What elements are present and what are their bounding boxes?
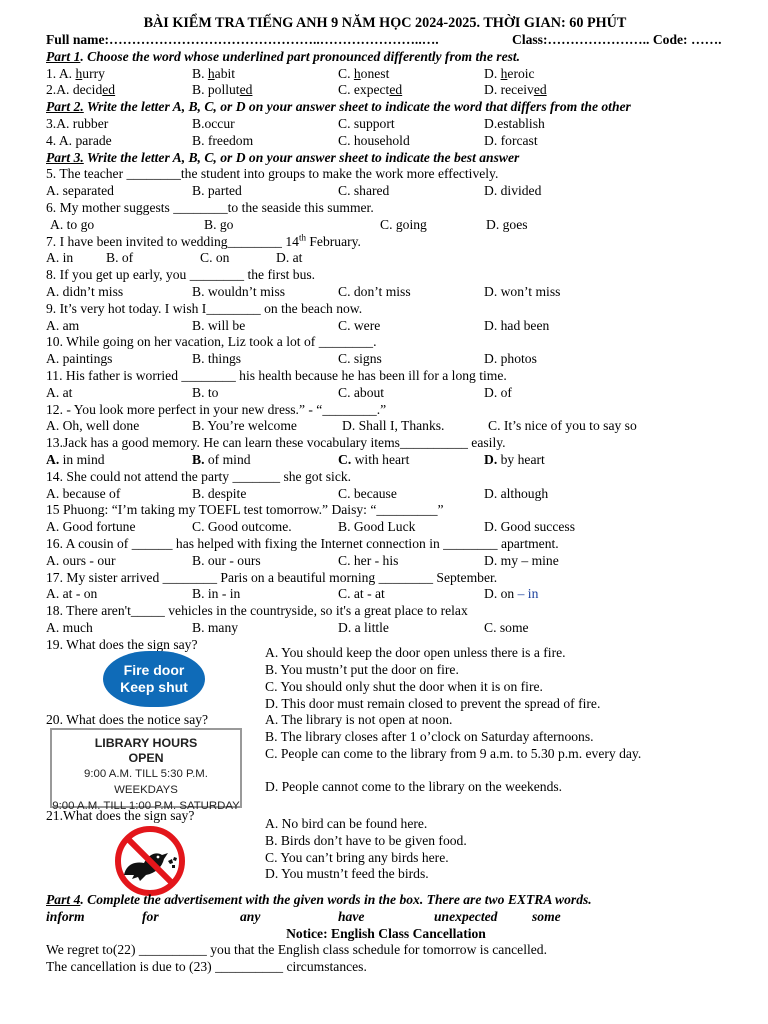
question-21: 21.What does the sign say? (46, 808, 195, 824)
fire-door-sign: Fire door Keep shut (103, 651, 205, 707)
q19-option-b: B. You mustn’t put the door on fire. (265, 662, 459, 678)
q17-option-c: C. at - at (338, 586, 385, 602)
q10-option-c: C. signs (338, 351, 382, 367)
q8-option-d: D. won’t miss (484, 283, 561, 299)
q6-option-a: A. to go (50, 216, 95, 232)
question-1 (46, 66, 726, 83)
word-any: any (240, 908, 261, 924)
question-18: 18. There aren't_____ vehicles in the countryside, so it's a great place to relax (46, 603, 468, 619)
q13-options (46, 452, 726, 469)
q18-option-b: B. many (192, 619, 239, 635)
q14-option-c: C. because (338, 485, 397, 501)
q14-options (46, 486, 726, 503)
q21-option-d: D. You mustn’t feed the birds. (265, 866, 429, 882)
q10-option-a: A. paintings (46, 351, 113, 367)
q2-option-b: B. polluted (192, 82, 253, 98)
q16-option-c: C. her - his (338, 552, 399, 568)
question-22: We regret to(22) __________ you that the English class schedule for tomorrow is cancelled. (46, 942, 547, 958)
q11-options (46, 385, 726, 402)
question-12: 12. - You look more perfect in your new dress.” - “________.” (46, 401, 387, 417)
q10-options (46, 351, 726, 368)
q17-option-b: B. in - in (192, 586, 241, 602)
question-11: 11. His father is worried ________ his health because he has been ill for a long time. (46, 367, 507, 383)
question-7: 7. I have been invited to wedding________ 14th February. (46, 232, 361, 249)
q18-options (46, 620, 726, 637)
q3-option-a: 3.A. rubber (46, 115, 109, 131)
q21-options (265, 816, 693, 883)
q6-option-d: D. goes (486, 216, 528, 232)
q18-option-a: A. much (46, 619, 93, 635)
q19-option-d: D. This door must remain closed to prevent the spread of fire. (265, 695, 601, 711)
q10-option-d: D. photos (484, 351, 537, 367)
question-23: The cancellation is due to (23) __________ circumstances. (46, 959, 367, 975)
q7-option-c: C. on (200, 250, 230, 266)
q17-options (46, 586, 726, 603)
q20-option-b: B. The library closes after 1 o’clock on Saturday afternoons. (265, 729, 594, 745)
q6-option-c: C. going (380, 216, 427, 232)
q11-option-d: D. of (484, 384, 512, 400)
question-3 (46, 116, 726, 133)
question-9: 9. It’s very hot today. I wish I________ on the beach now. (46, 300, 363, 316)
exam-page (46, 14, 726, 976)
question-20: 20. What does the notice say? (46, 712, 209, 728)
q3-option-b: B.occur (192, 115, 235, 131)
q7-option-b: B. of (106, 250, 134, 266)
q13-option-c: C. with heart (338, 451, 410, 467)
q9-option-a: A. am (46, 317, 80, 333)
q8-option-c: C. don’t miss (338, 283, 411, 299)
q1-option-a: 1. A. hurry (46, 65, 105, 81)
q7-option-d: D. at (276, 250, 303, 266)
q8-option-b: B. wouldn’t miss (192, 283, 286, 299)
q13-option-d: D. by heart (484, 451, 545, 467)
q12-option-b: B. You’re welcome (192, 418, 297, 434)
q5-option-c: C. shared (338, 183, 390, 199)
q12-option-a: A. Oh, well done (46, 418, 140, 434)
q16-option-b: B. our - ours (192, 552, 261, 568)
question-13: 13.Jack has a good memory. He can learn these vocabulary items__________ easily. (46, 435, 506, 451)
q10-option-b: B. things (192, 351, 242, 367)
q19-option-a: A. You should keep the door open unless there is a fire. (265, 645, 566, 661)
question-8: 8. If you get up early, you ________ the first bus. (46, 267, 316, 283)
question-6: 6. My mother suggests ________to the seaside this summer. (46, 199, 374, 215)
q5-option-a: A. separated (46, 183, 114, 199)
q19-options (265, 645, 693, 712)
q16-option-a: A. ours - our (46, 552, 116, 568)
q11-option-c: C. about (338, 384, 385, 400)
q11-option-a: A. at (46, 384, 73, 400)
q20-option-c: C. People can come to the library from 9 a.m. to 5.30 p.m. every day. (265, 745, 642, 761)
q12-options (46, 418, 726, 435)
q1-option-c: C. honest (338, 65, 390, 81)
q9-option-c: C. were (338, 317, 381, 333)
student-info-line (46, 32, 726, 49)
q19-block (46, 645, 726, 712)
q1-option-d: D. heroic (484, 65, 535, 81)
q21-option-c: C. You can’t bring any birds here. (265, 849, 449, 865)
q3-option-d: D.establish (484, 115, 545, 131)
q2-option-a: 2.A. decided (46, 82, 116, 98)
q15-options (46, 519, 726, 536)
word-some: some (532, 908, 561, 924)
q15-option-a: A. Good fortune (46, 519, 136, 535)
q7-options (46, 250, 726, 267)
q5-options (46, 183, 726, 200)
word-unexpected: unexpected (434, 908, 498, 924)
question-4 (46, 133, 726, 150)
q14-option-b: B. despite (192, 485, 247, 501)
word-have: have (338, 908, 365, 924)
q20-option-d: D. People cannot come to the library on the weekends. (265, 779, 563, 795)
question-2 (46, 82, 726, 99)
q9-option-b: B. will be (192, 317, 246, 333)
question-14: 14. She could not attend the party _______ she got sick. (46, 468, 352, 484)
q4-option-d: D. forcast (484, 132, 538, 148)
q6-options (46, 217, 726, 234)
q14-option-d: D. although (484, 485, 549, 501)
question-17: 17. My sister arrived ________ Paris on a beautiful morning ________ September. (46, 569, 498, 585)
q17-option-d: D. on – in (484, 586, 539, 602)
q2-option-c: C. expected (338, 82, 403, 98)
q5-option-d: D. divided (484, 183, 542, 199)
part2-heading: Part 2. Write the letter A, B, C, or D on your answer sheet to indicate the word that differs from the other (46, 99, 631, 115)
q17-option-a: A. at - on (46, 586, 98, 602)
q13-option-b: B. of mind (192, 451, 251, 467)
q3-option-c: C. support (338, 115, 395, 131)
q9-options (46, 318, 726, 335)
q16-options (46, 553, 726, 570)
q14-option-a: A. because of (46, 485, 121, 501)
question-10: 10. While going on her vacation, Liz took a lot of ________. (46, 334, 377, 350)
notice-title: Notice: English Class Cancellation (286, 925, 486, 941)
q12-option-d: D. Shall I, Thanks. (342, 418, 445, 434)
question-15: 15 Phuong: “I’m taking my TOEFL test tomorrow.” Daisy: “_________” (46, 502, 444, 518)
word-inform: inform (46, 908, 85, 924)
q21-option-a: A. No bird can be found here. (265, 816, 428, 832)
question-16: 16. A cousin of ______ has helped with fixing the Internet connection in ________ apartment. (46, 535, 559, 551)
q13-option-a: A. in mind (46, 451, 105, 467)
q15-option-d: D. Good success (484, 519, 575, 535)
question-5: 5. The teacher ________the student into groups to make the work more effectively. (46, 166, 499, 182)
q12-option-c: C. It’s nice of you to say so (488, 418, 637, 434)
q8-option-a: A. didn’t miss (46, 283, 124, 299)
q8-options (46, 284, 726, 301)
q20-options (265, 712, 693, 796)
q4-option-b: B. freedom (192, 132, 254, 148)
word-box (46, 909, 726, 926)
part4-heading: Part 4. Complete the advertisement with the given words in the box. There are two EXTRA words. (46, 892, 592, 908)
q4-option-a: 4. A. parade (46, 132, 112, 148)
q7-option-a: A. in (46, 250, 74, 266)
library-hours-notice: LIBRARY HOURS OPEN 9:00 A.M. TILL 5:30 P.M. WEEKDAYS 9:00 A.M. TILL 1:00 P.M. SATURDAY (50, 728, 242, 808)
q1-option-b: B. habit (192, 65, 236, 81)
q5-option-b: B. parted (192, 183, 242, 199)
exam-title: BÀI KIỂM TRA TIẾNG ANH 9 NĂM HỌC 2024-2025. THỜI GIAN: 60 PHÚT (143, 15, 627, 31)
q9-option-d: D. had been (484, 317, 550, 333)
part1-heading: Part 1. Choose the word whose underlined part pronounced differently from the rest. (46, 48, 521, 64)
q16-option-d: D. my – mine (484, 552, 559, 568)
q11-option-b: B. to (192, 384, 219, 400)
part3-heading: Part 3. Write the letter A, B, C, or D on your answer sheet to indicate the best answer (46, 149, 520, 165)
word-for: for (142, 908, 159, 924)
q18-option-c: C. some (484, 619, 529, 635)
no-bird-feeding-icon (104, 825, 196, 897)
q15-option-b: B. Good Luck (338, 519, 416, 535)
q20-option-a: A. The library is not open at noon. (265, 712, 453, 728)
q6-option-b: B. go (204, 216, 234, 232)
class-code-field[interactable]: Class:………………….. Code: ……. (512, 32, 722, 47)
q15-option-c: C. Good outcome. (192, 519, 292, 535)
q19-option-c: C. You should only shut the door when it is on fire. (265, 679, 543, 695)
q4-option-c: C. household (338, 132, 410, 148)
question-19: 19. What does the sign say? (46, 636, 198, 652)
q2-option-d: D. received (484, 82, 547, 98)
q18-option-d: D. a little (338, 619, 389, 635)
full-name-field[interactable]: Full name:………………………………………..…………………..…. (46, 32, 439, 47)
q21-option-b: B. Birds don’t have to be given food. (265, 832, 467, 848)
